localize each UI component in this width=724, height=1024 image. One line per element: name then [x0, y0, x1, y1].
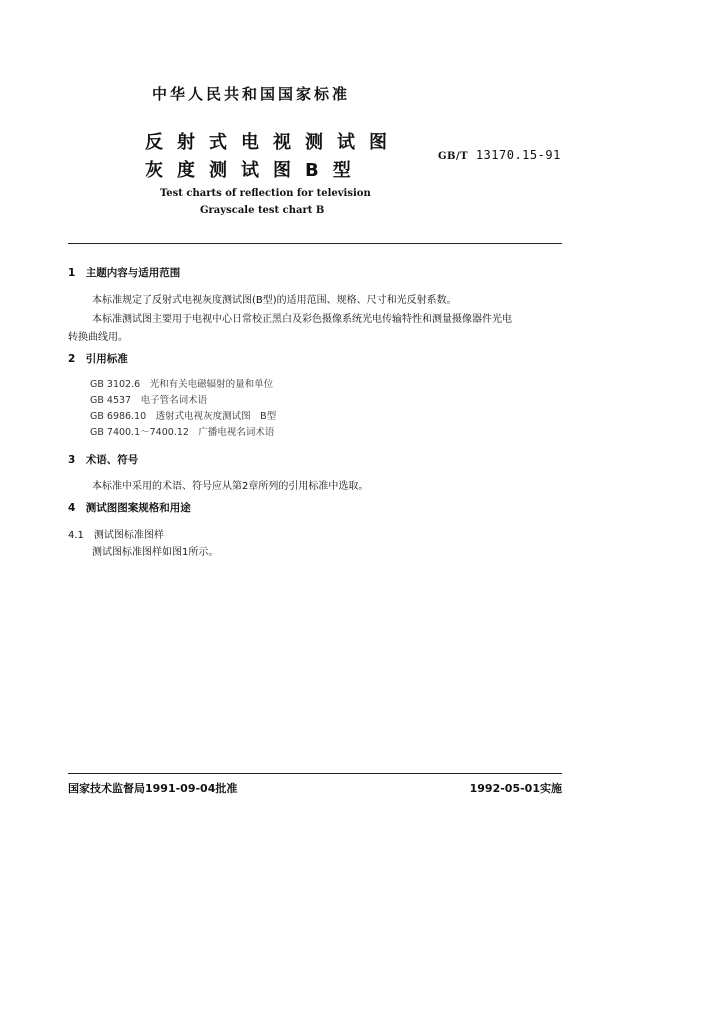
section-2-heading: 2 引用标准	[68, 353, 128, 365]
section-3-paragraph: 本标准中采用的术语、符号应从第2章所列的引用标准中选取。	[92, 481, 369, 492]
section-3-heading: 3 术语、符号	[68, 454, 139, 466]
section-1-heading: 1 主题内容与适用范围	[68, 267, 181, 279]
standard-number	[438, 148, 561, 162]
section-1-paragraph-1: 本标准规定了反射式电视灰度测试图(B型)的适用范围、规格、尺寸和光反射系数。	[92, 295, 457, 306]
header-divider	[68, 243, 562, 244]
document-title-line1: 反射式电视测试图	[145, 132, 401, 153]
footer-divider	[68, 773, 562, 774]
national-standard-title: 中华人民共和国国家标准	[152, 85, 351, 103]
reference-item: GB 4537 电子管名词术语	[90, 395, 208, 406]
english-title-line1: Test charts of reflection for television	[160, 188, 371, 199]
reference-item: GB 6986.10 透射式电视灰度测试图 B型	[90, 411, 277, 422]
standard-prefix: GB/T	[438, 151, 469, 162]
reference-item: GB 3102.6 光和有关电磁辐射的量和单位	[90, 379, 274, 390]
section-1-paragraph-2-cont: 转换曲线用。	[68, 332, 128, 343]
approval-date: 国家技术监督局1991-09-04批准	[68, 782, 238, 795]
section-4-heading: 4 测试图图案规格和用途	[68, 502, 191, 514]
subsection-4-1-heading: 4.1 测试图标准图样	[68, 530, 164, 541]
section-1-paragraph-2: 本标准测试图主要用于电视中心日常校正黑白及彩色摄像系统光电传输特性和测量摄像器件光电	[92, 314, 512, 325]
document-title-line2: 灰度测试图B型	[145, 160, 365, 181]
effective-date: 1992-05-01实施	[469, 782, 562, 795]
standard-code: 13170.15-91	[475, 148, 561, 162]
subsection-4-1-paragraph: 测试图标准图样如图1所示。	[92, 547, 219, 558]
english-title-line2: Grayscale test chart B	[200, 205, 325, 216]
reference-item: GB 7400.1～7400.12 广播电视名词术语	[90, 427, 275, 438]
